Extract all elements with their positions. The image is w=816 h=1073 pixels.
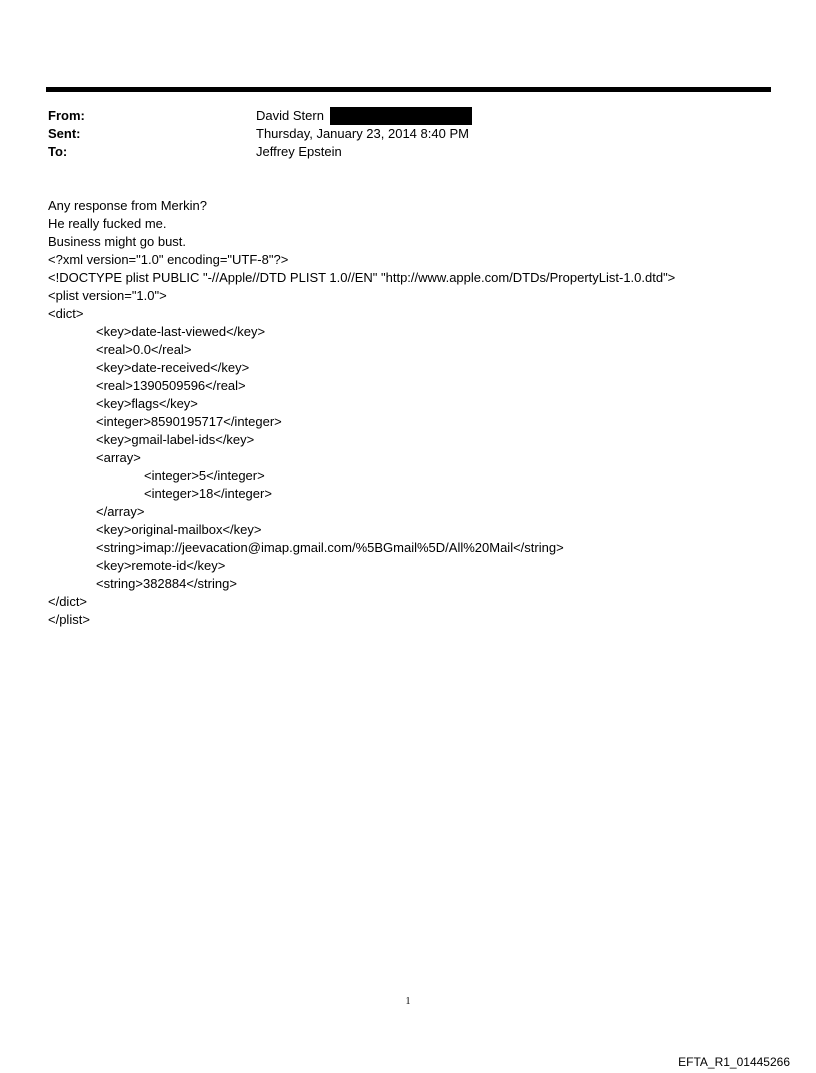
body-line: <key>remote-id</key> xyxy=(96,558,226,573)
from-label: From: xyxy=(48,108,85,123)
body-line: <string>imap://jeevacation@imap.gmail.com/%5BGmail%5D/All%20Mail</string> xyxy=(96,540,564,555)
sent-row xyxy=(48,125,748,143)
redaction-block xyxy=(330,107,472,125)
body-line: Any response from Merkin? xyxy=(48,198,207,213)
body-line: <?xml version="1.0" encoding="UTF-8"?> xyxy=(48,252,289,267)
bates-number: EFTA_R1_01445266 xyxy=(678,1055,790,1069)
header-divider xyxy=(46,87,771,92)
body-line: <!DOCTYPE plist PUBLIC "-//Apple//DTD PLIST 1.0//EN" "http://www.apple.com/DTDs/PropertyList-1.0.dtd"> xyxy=(48,270,676,285)
body-line: </dict> xyxy=(48,594,88,609)
page-number: 1 xyxy=(405,996,411,1007)
body-line: <key>flags</key> xyxy=(96,396,198,411)
body-line: Business might go bust. xyxy=(48,234,187,249)
email-body xyxy=(48,197,788,629)
body-line: <key>original-mailbox</key> xyxy=(96,522,262,537)
body-line: <key>date-last-viewed</key> xyxy=(96,324,266,339)
body-line: <integer>5</integer> xyxy=(144,468,265,483)
body-line: <integer>18</integer> xyxy=(144,486,272,501)
body-line: </plist> xyxy=(48,612,90,627)
body-line: <dict> xyxy=(48,306,84,321)
body-line: <plist version="1.0"> xyxy=(48,288,167,303)
body-line: </array> xyxy=(96,504,145,519)
to-label: To: xyxy=(48,144,68,159)
body-line: <integer>8590195717</integer> xyxy=(96,414,282,429)
body-line: <real>0.0</real> xyxy=(96,342,192,357)
to-row xyxy=(48,143,748,161)
body-line: He really fucked me. xyxy=(48,216,167,231)
body-line: <key>date-received</key> xyxy=(96,360,250,375)
from-row xyxy=(48,107,748,125)
email-header xyxy=(48,107,748,161)
body-line: <string>382884</string> xyxy=(96,576,237,591)
from-value-wrapper xyxy=(256,107,472,125)
sent-value: Thursday, January 23, 2014 8:40 PM xyxy=(256,126,469,141)
from-value: David Stern xyxy=(256,108,324,123)
sent-label: Sent: xyxy=(48,126,81,141)
body-line: <key>gmail-label-ids</key> xyxy=(96,432,255,447)
body-line: <array> xyxy=(96,450,141,465)
to-value: Jeffrey Epstein xyxy=(256,144,342,159)
body-line: <real>1390509596</real> xyxy=(96,378,246,393)
